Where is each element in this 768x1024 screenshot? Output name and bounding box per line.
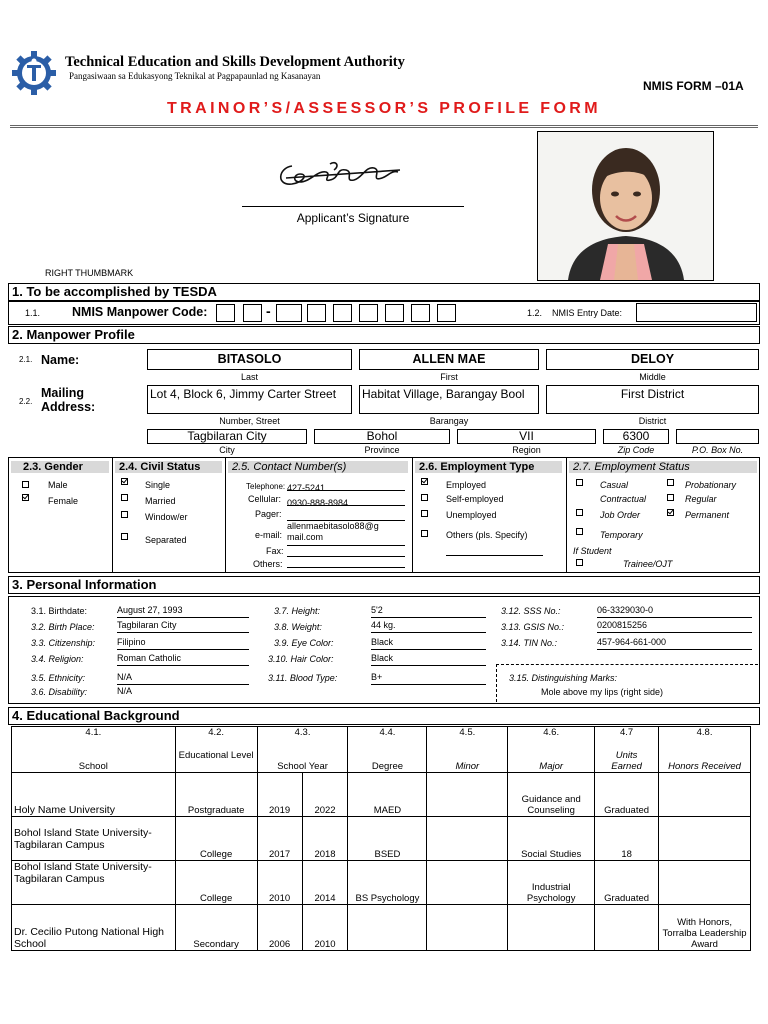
code-box-6[interactable] — [359, 304, 378, 322]
edu-head-label: Major — [539, 761, 564, 772]
casual-checkbox[interactable] — [576, 479, 583, 486]
marks-dashed-divider-vertical — [496, 664, 497, 702]
form-code: NMIS FORM –01A — [643, 79, 744, 93]
edu-head-label: Units Earned — [611, 750, 642, 772]
applicant-signature-image — [270, 152, 410, 196]
pobox-label: P.O. Box No. — [691, 445, 744, 455]
edu-year-from: 2017 — [257, 817, 302, 861]
divider — [225, 457, 226, 573]
edu-head-degree — [348, 727, 427, 773]
religion-label: 3.4. Religion: — [31, 654, 84, 664]
telephone-field[interactable] — [287, 478, 405, 491]
separated-label: Separated — [145, 535, 187, 545]
edu-major — [508, 905, 595, 951]
edu-level: Secondary — [175, 905, 257, 951]
edu-head-school — [12, 727, 176, 773]
edu-num: 4.6. — [543, 727, 560, 738]
edu-num: 4.7 — [619, 727, 634, 738]
edu-units — [595, 905, 659, 951]
code-box-2[interactable] — [243, 304, 262, 322]
if-student-label: If Student — [573, 546, 612, 556]
separated-checkbox[interactable] — [121, 533, 128, 540]
province-label: Province — [364, 445, 400, 455]
table-row — [12, 861, 751, 905]
employed-label: Employed — [446, 480, 487, 490]
edu-minor — [427, 861, 508, 905]
edu-school: Holy Name University — [12, 773, 176, 817]
applicant-photo — [537, 131, 714, 281]
edu-year-to: 2010 — [302, 905, 348, 951]
others-checkbox[interactable] — [421, 530, 428, 537]
email-label: e-mail: — [255, 530, 283, 540]
edu-head-honors — [659, 727, 751, 773]
code-box-5[interactable] — [333, 304, 352, 322]
region-label: Region — [512, 445, 541, 455]
divider — [566, 457, 567, 573]
civil-status-title: 2.4. Civil Status — [115, 461, 222, 473]
org-name: Technical Education and Skills Development Authority — [65, 54, 405, 70]
district-label: District — [638, 416, 667, 426]
edu-num: 4.5. — [459, 727, 476, 738]
married-label: Married — [145, 496, 176, 506]
first-name-field[interactable]: ALLEN MAE — [359, 349, 539, 370]
edu-num: 4.1. — [85, 727, 102, 738]
section-3-title: 3. Personal Information — [8, 576, 760, 594]
unemployed-label: Unemployed — [446, 510, 497, 520]
weight-field[interactable]: 44 kg. — [371, 620, 486, 633]
edu-major: Industrial Psychology — [508, 861, 595, 905]
signature-label: Applicant’s Signature — [296, 211, 410, 225]
hair-color-label: 3.10. Hair Color: — [268, 654, 334, 664]
telephone-label: Telephone: — [246, 482, 286, 491]
edu-head-label: School — [78, 761, 108, 772]
sss-label: 3.12. SSS No.: — [501, 606, 561, 616]
height-field[interactable]: 5'2 — [371, 605, 486, 618]
edu-major: Social Studies — [508, 817, 595, 861]
edu-head-label: Degree — [371, 761, 404, 772]
pager-label: Pager: — [255, 509, 282, 519]
edu-num: 4.4. — [379, 727, 396, 738]
edu-year-from: 2019 — [257, 773, 302, 817]
edu-school: Bohol Island State University-Tagbilaran Campus — [12, 861, 176, 905]
edu-minor — [427, 817, 508, 861]
edu-head-label: School Year — [277, 761, 328, 772]
edu-level: Postgraduate — [175, 773, 257, 817]
form-title: TRAINOR’S/ASSESSOR’S PROFILE FORM — [166, 100, 601, 117]
edu-degree: BSED — [348, 817, 427, 861]
section-4-title: 4. Educational Background — [8, 707, 760, 725]
others-field[interactable] — [287, 558, 405, 568]
fax-field[interactable] — [287, 546, 405, 557]
pobox-field[interactable] — [676, 429, 759, 444]
edu-minor — [427, 773, 508, 817]
ethnicity-label: 3.5. Ethnicity: — [31, 673, 86, 683]
trainee-checkbox[interactable] — [576, 559, 583, 566]
married-checkbox[interactable] — [121, 494, 128, 501]
marks-value: Mole above my lips (right side) — [541, 687, 664, 697]
citizenship-field[interactable]: Filipino — [117, 637, 249, 650]
edu-head-year — [257, 727, 348, 773]
code-box-9[interactable] — [437, 304, 456, 322]
tin-label: 3.14. TIN No.: — [501, 638, 558, 648]
last-name-field[interactable]: BITASOLO — [147, 349, 352, 370]
regular-checkbox[interactable] — [667, 494, 674, 501]
widower-checkbox[interactable] — [121, 511, 128, 518]
employment-status-title: 2.7. Employment Status — [569, 461, 757, 473]
street-label: Number, Street — [219, 416, 280, 426]
district-field[interactable]: First District — [546, 385, 759, 414]
gsis-field[interactable]: 0200815256 — [597, 620, 752, 633]
city-field[interactable]: Tagbilaran City — [147, 429, 307, 444]
temporary-checkbox[interactable] — [576, 528, 583, 535]
first-label: First — [440, 372, 458, 382]
tin-field[interactable]: 457-964-661-000 — [597, 637, 752, 650]
edu-head-minor — [427, 727, 508, 773]
edu-head-label: Minor — [455, 761, 480, 772]
tesda-logo — [11, 50, 57, 96]
middle-name-field[interactable]: DELOY — [546, 349, 759, 370]
others-label: Others: — [253, 559, 283, 569]
cellular-label: Cellular: — [248, 494, 282, 504]
name-label: Name: — [41, 353, 80, 367]
pager-field[interactable] — [287, 508, 405, 521]
table-row — [12, 905, 751, 951]
middle-label: Middle — [639, 372, 666, 382]
edu-head-label: Educational Level — [178, 750, 254, 761]
edu-num: 4.3. — [294, 727, 311, 738]
sss-field[interactable]: 06-3329030-0 — [597, 605, 752, 618]
probationary-checkbox[interactable] — [667, 479, 674, 486]
edu-level: College — [175, 861, 257, 905]
eye-color-label: 3.9. Eye Color: — [274, 638, 334, 648]
item-2-1-number: 2.1. — [19, 355, 33, 364]
edu-year-to: 2022 — [302, 773, 348, 817]
edu-head-major — [508, 727, 595, 773]
employed-checkbox[interactable] — [421, 478, 428, 485]
code-box-1[interactable] — [216, 304, 235, 322]
trainee-label: Trainee/OJT — [623, 559, 673, 569]
edu-units: Graduated — [595, 773, 659, 817]
edu-year-to: 2014 — [302, 861, 348, 905]
unemployed-checkbox[interactable] — [421, 510, 428, 517]
ethnicity-field[interactable]: N/A — [117, 672, 249, 685]
edu-degree — [348, 905, 427, 951]
edu-head-level — [175, 727, 257, 773]
job-order-checkbox[interactable] — [576, 509, 583, 516]
fax-label: Fax: — [266, 546, 284, 556]
contractual-label: Contractual — [600, 494, 647, 504]
blood-type-label: 3.11. Blood Type: — [268, 673, 338, 683]
blood-type-field[interactable]: B+ — [371, 672, 486, 685]
others-specify-label: Others (pls. Specify) — [446, 530, 528, 540]
table-row — [12, 773, 751, 817]
code-box-3[interactable] — [276, 304, 302, 322]
signature-line — [242, 206, 464, 207]
divider — [112, 457, 113, 573]
zip-field[interactable]: 6300 — [603, 429, 669, 444]
item-2-2-number: 2.2. — [19, 397, 33, 406]
city-label: City — [219, 445, 235, 455]
edu-honors: With Honors, Torralba Leadership Award — [659, 905, 751, 951]
female-label: Female — [48, 496, 79, 506]
section-1-title: 1. To be accomplished by TESDA — [8, 283, 760, 301]
entry-date-field[interactable] — [636, 303, 757, 322]
item-1-1-number: 1.1. — [25, 308, 41, 318]
birthdate-label: 3.1. Birthdate: — [31, 606, 88, 616]
edu-honors — [659, 773, 751, 817]
edu-units: 18 — [595, 817, 659, 861]
female-checkbox[interactable] — [22, 494, 29, 501]
email-value-line2: mail.com — [287, 532, 324, 542]
mailing-label: Mailing — [41, 386, 85, 400]
birthplace-label: 3.2. Birth Place: — [31, 622, 95, 632]
widower-label: Window/er — [145, 512, 188, 522]
self-employed-checkbox[interactable] — [421, 494, 428, 501]
cellular-value: 0930-888-8984 — [287, 498, 349, 508]
weight-label: 3.8. Weight: — [274, 622, 322, 632]
edu-num: 4.2. — [208, 727, 225, 738]
edu-degree: BS Psychology — [348, 861, 427, 905]
temporary-label: Temporary — [600, 530, 643, 540]
birthplace-field[interactable]: Tagbilaran City — [117, 620, 249, 633]
zip-label: Zip Code — [617, 445, 655, 455]
height-label: 3.7. Height: — [274, 606, 321, 616]
cellular-field[interactable] — [287, 493, 405, 506]
gender-title: 2.3. Gender — [11, 461, 109, 473]
education-table — [11, 726, 751, 951]
edu-degree: MAED — [348, 773, 427, 817]
table-row — [12, 817, 751, 861]
self-employed-label: Self-employed — [446, 494, 504, 504]
regular-label: Regular — [685, 494, 717, 504]
manpower-code-label: NMIS Manpower Code: — [72, 305, 208, 319]
entry-date-label: NMIS Entry Date: — [552, 308, 623, 318]
probationary-label: Probationary — [685, 480, 737, 490]
address-label: Address: — [41, 400, 96, 414]
divider — [412, 457, 413, 573]
edu-units: Graduated — [595, 861, 659, 905]
section-2-title: 2. Manpower Profile — [8, 326, 760, 344]
disability-field[interactable]: N/A — [117, 686, 133, 696]
barangay-label: Barangay — [429, 416, 469, 426]
job-order-label: Job Order — [600, 510, 641, 520]
permanent-label: Permanent — [685, 510, 730, 520]
edu-minor — [427, 905, 508, 951]
code-box-4[interactable] — [307, 304, 326, 322]
region-field[interactable]: VII — [457, 429, 596, 444]
street-field[interactable]: Lot 4, Block 6, Jimmy Carter Street — [147, 385, 352, 414]
org-tagline: Pangasiwaan sa Edukasyong Teknikal at Pagpapaunlad ng Kasanayan — [69, 71, 321, 81]
edu-year-from: 2006 — [257, 905, 302, 951]
edu-honors — [659, 817, 751, 861]
header-divider — [10, 125, 758, 128]
email-value-line1: allenmaebitasolo88@g — [287, 521, 379, 531]
telephone-value: 427-5241 — [287, 483, 326, 493]
thumbmark-label: RIGHT THUMBMARK — [45, 268, 134, 278]
code-box-8[interactable] — [411, 304, 430, 322]
casual-label: Casual — [600, 480, 629, 490]
edu-year-from: 2010 — [257, 861, 302, 905]
edu-honors — [659, 861, 751, 905]
gsis-label: 3.13. GSIS No.: — [501, 622, 565, 632]
code-box-7[interactable] — [385, 304, 404, 322]
edu-head-label: Honors Received — [668, 761, 741, 772]
edu-school: Dr. Cecilio Putong National High School — [12, 905, 176, 951]
code-dash: - — [266, 303, 271, 319]
edu-major: Guidance and Counseling — [508, 773, 595, 817]
marks-label: 3.15. Distinguishing Marks: — [509, 673, 618, 683]
single-label: Single — [145, 480, 171, 490]
barangay-field[interactable]: Habitat Village, Barangay Bool — [359, 385, 539, 414]
male-label: Male — [48, 480, 68, 490]
contact-title: 2.5. Contact Number(s) — [228, 461, 408, 473]
edu-num: 4.8. — [696, 727, 713, 738]
edu-head-units — [595, 727, 659, 773]
birthdate-field[interactable]: August 27, 1993 — [117, 605, 249, 618]
eye-color-field[interactable]: Black — [371, 637, 486, 650]
employment-type-title: 2.6. Employment Type — [415, 461, 562, 473]
others-specify-field[interactable] — [446, 545, 543, 556]
edu-school: Bohol Island State University-Tagbilaran Campus — [12, 817, 176, 861]
marks-dashed-divider — [496, 664, 758, 665]
province-field[interactable]: Bohol — [314, 429, 450, 444]
edu-year-to: 2018 — [302, 817, 348, 861]
last-label: Last — [240, 372, 258, 382]
email-field[interactable] — [287, 521, 405, 546]
hair-color-field[interactable]: Black — [371, 653, 486, 666]
religion-field[interactable]: Roman Catholic — [117, 653, 249, 666]
item-1-2-number: 1.2. — [527, 308, 543, 318]
male-checkbox[interactable] — [22, 481, 29, 488]
permanent-checkbox[interactable] — [667, 509, 674, 516]
single-checkbox[interactable] — [121, 478, 128, 485]
citizenship-label: 3.3. Citizenship: — [31, 638, 96, 648]
disability-label: 3.6. Disability: — [31, 687, 88, 697]
edu-level: College — [175, 817, 257, 861]
